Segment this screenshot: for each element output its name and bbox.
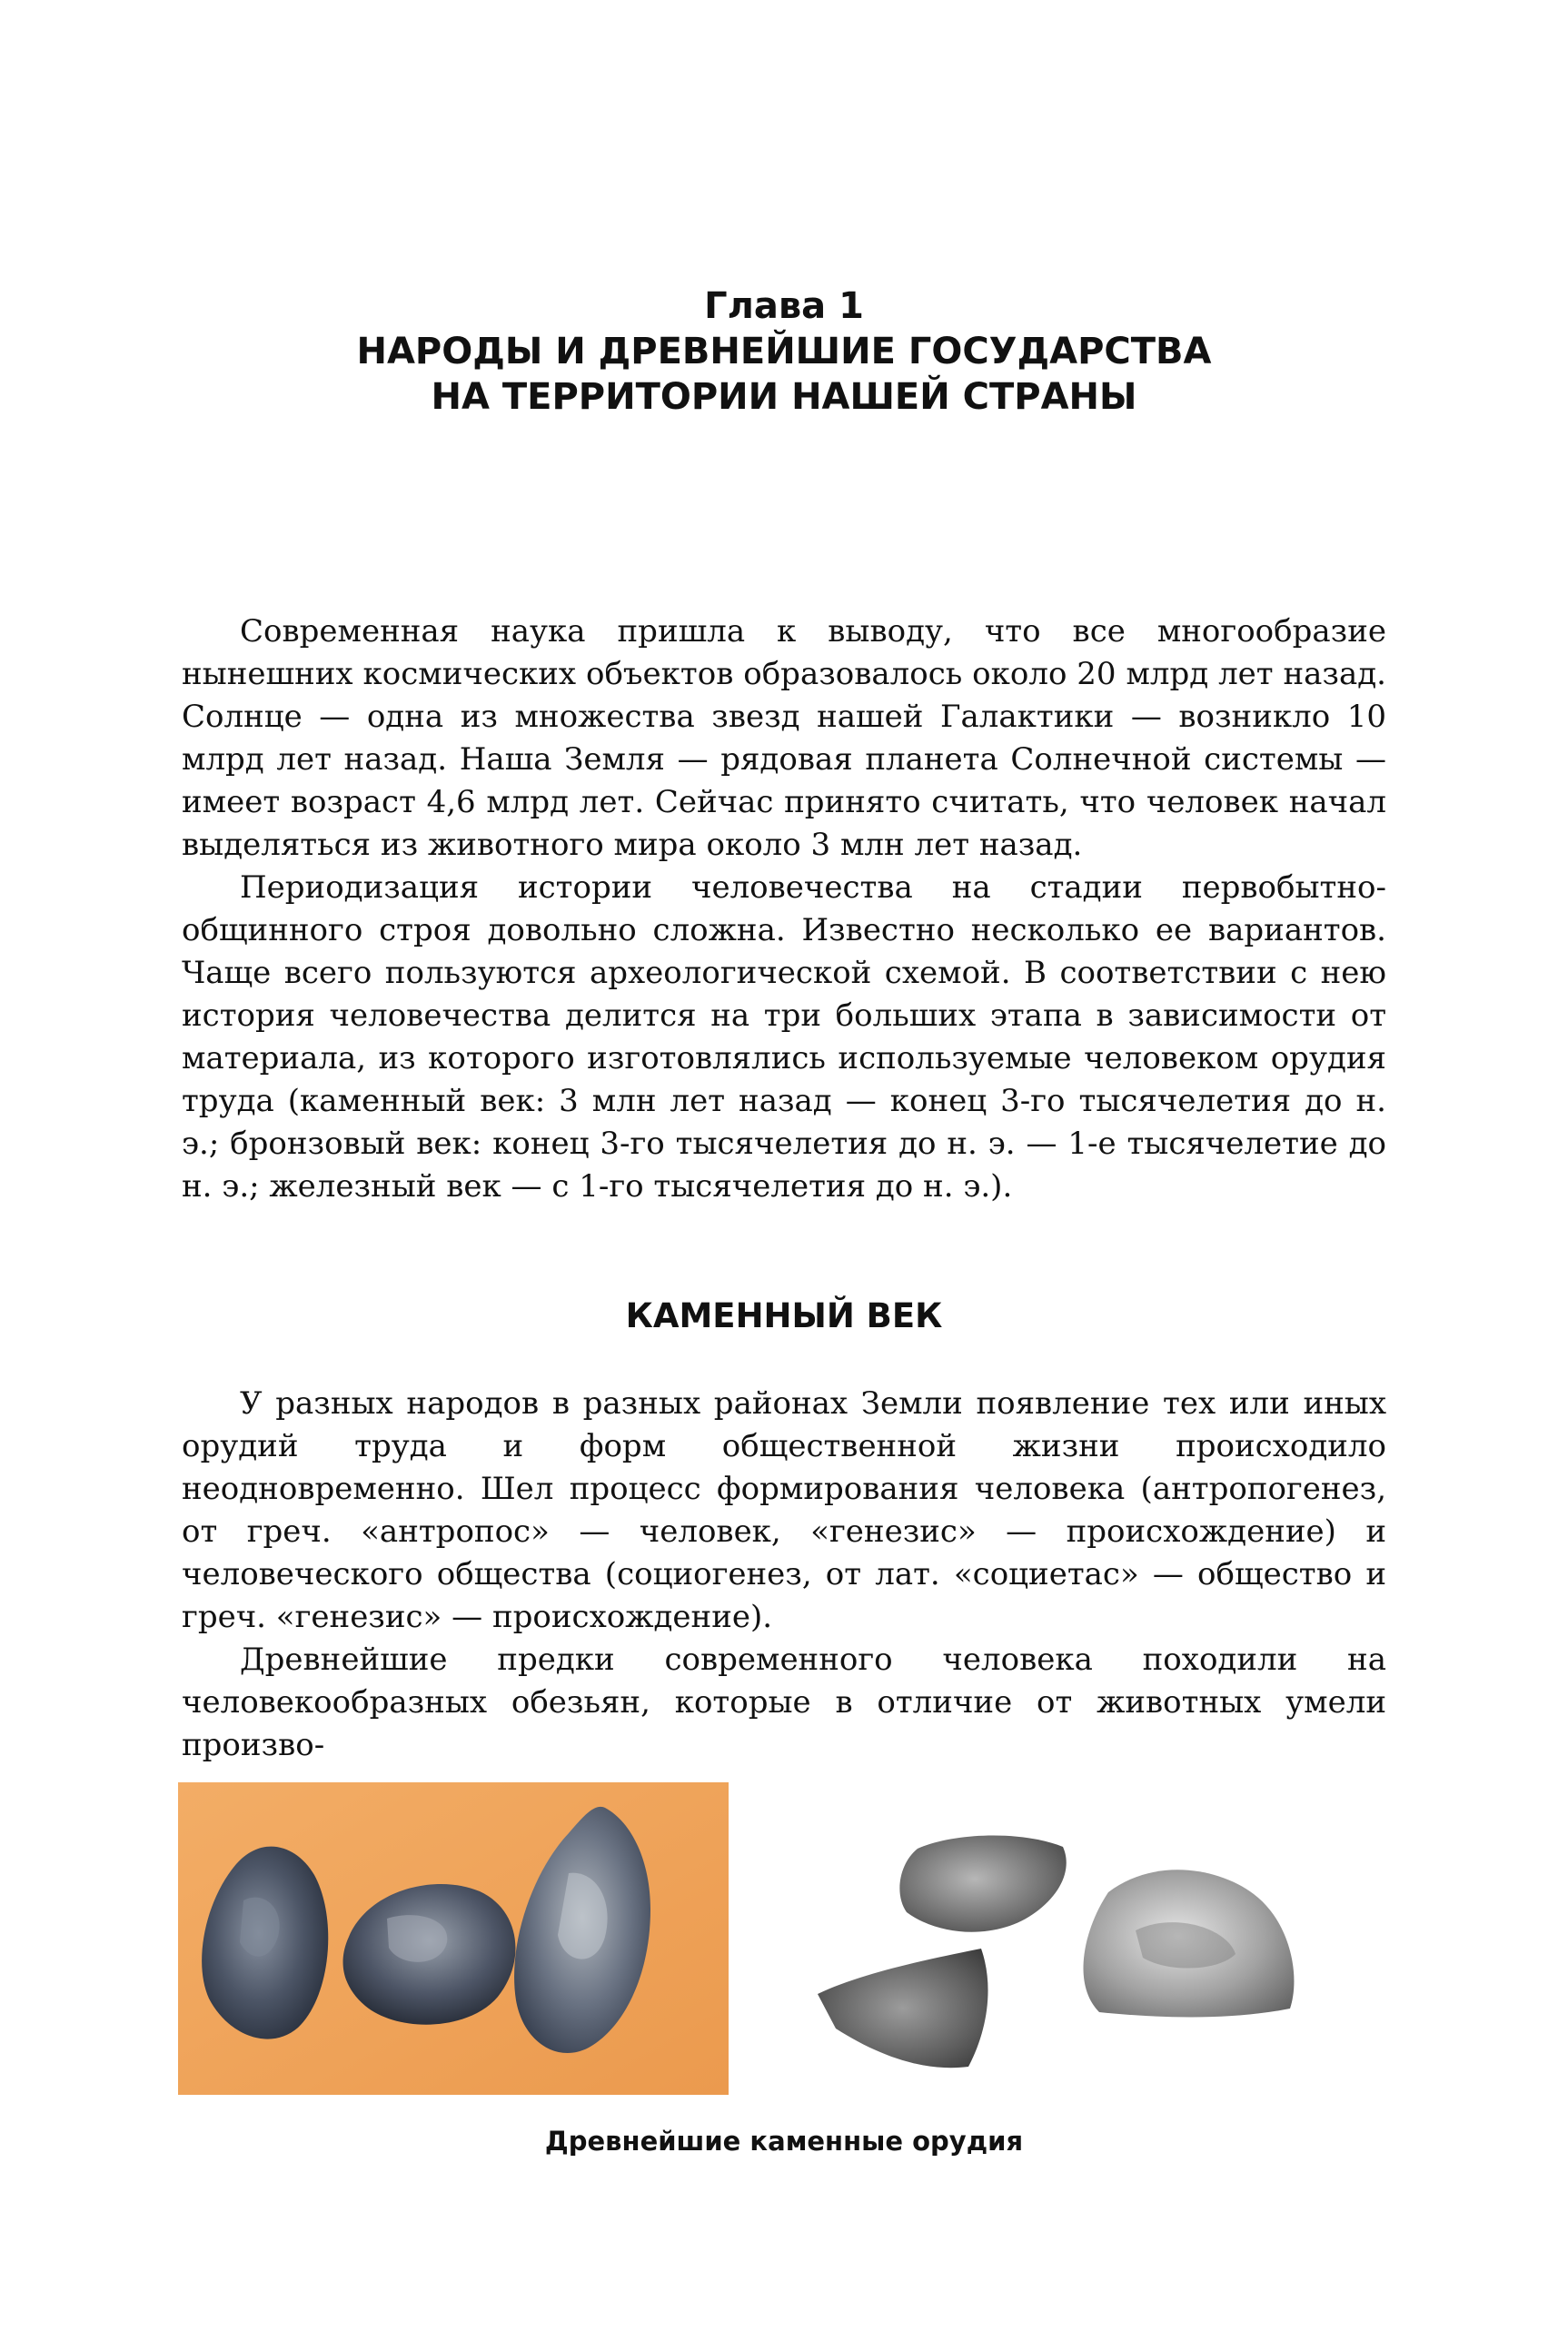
section-title: КАМЕННЫЙ ВЕК: [625, 1296, 943, 1335]
chapter-number: Глава 1: [704, 285, 864, 327]
chapter-title-line-1: НАРОДЫ И ДРЕВНЕЙШИЕ ГОСУДАРСТВА: [356, 331, 1212, 372]
paragraph: Периодизация истории человечества на стадии первобытно-общинного строя довольно сложна. Известно несколько ее вариантов. Чаще всего пользуются археологической схемой. В соответствии с нею история человечества делится на три больших этапа в зависимости от материала, из которого изготовлялись используемые человеком орудия труда (каменный век: 3 млн лет назад — конец 3-го тысячелетия до н. э.; бронзовый век: конец 3-го тысячелетия до н. э. — 1-е тысячелетие до н. э.; железный век — с 1-го тысячелетия до н. э.).: [182, 869, 1386, 1205]
chapter-heading: [182, 283, 1386, 420]
section-text: [182, 1383, 1386, 1767]
paragraph: Современная наука пришла к выводу, что все многообразие нынешних космических объектов образовалось около 20 млрд лет назад. Солнце — одна из множества звезд нашей Галактики — возникло 10 млрд лет назад. Наша Земля — рядовая планета Солнечной системы — имеет возраст 4,6 млрд лет. Сейчас принято считать, что человек начал выделяться из животного мира около 3 млн лет назад.: [182, 613, 1386, 863]
intro-text: [182, 610, 1386, 1208]
stone-tools-color-photo: [178, 1782, 729, 2095]
paragraph: Древнейшие предки современного человека походили на человекообразных обезьян, которые в отличие от животных умели произво-: [182, 1642, 1386, 1763]
stone-tools-grayscale-photo: [799, 1794, 1381, 2094]
figure-caption: Древнейшие каменные орудия: [544, 2126, 1024, 2157]
chapter-title-line-2: НА ТЕРРИТОРИИ НАШЕЙ СТРАНЫ: [431, 376, 1137, 418]
paragraph: У разных народов в разных районах Земли появление тех или иных орудий труда и форм общественной жизни происходило неодновременно. Шел процесс формирования человека (антропогенез, от греч. «антропос» — человек, «генезис» — происхождение) и человеческого общества (социогенез, от лат. «социетас» — общество и греч. «генезис» — происхождение).: [182, 1385, 1386, 1635]
